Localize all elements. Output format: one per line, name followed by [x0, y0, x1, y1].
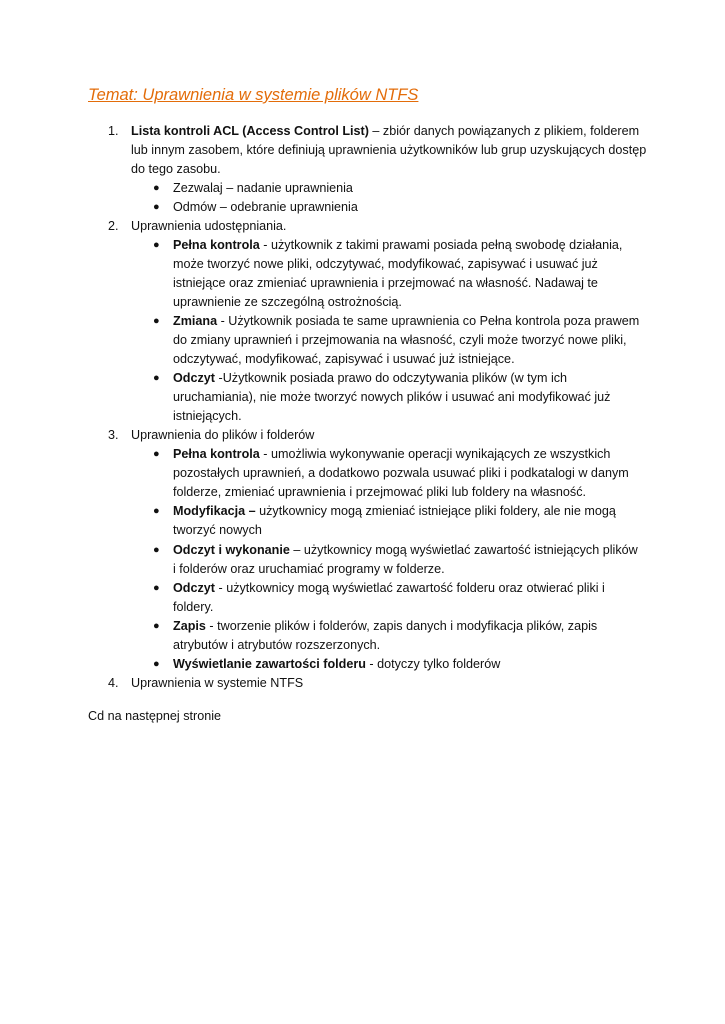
bullet-text	[173, 617, 643, 655]
term-description: Uprawnienia do plików i folderów	[131, 428, 315, 442]
bullet-text	[173, 198, 643, 217]
list-number: 4.	[108, 676, 119, 690]
bullet-term: Odczyt	[173, 581, 215, 595]
bullet-icon: ●	[153, 582, 160, 594]
bullet-term: Pełna kontrola	[173, 238, 260, 252]
term-description: – zbiór danych powiązanych z plikiem, folderem lub innym zasobem, które definiują uprawnienia użytkowników lub grup uzyskujących dostęp do tego zasobu.	[131, 124, 647, 176]
bullet-text	[173, 369, 643, 426]
bullet-description: - dotyczy tylko folderów	[365, 657, 501, 671]
bullet-text	[173, 312, 643, 369]
bullet-description: -Użytkownik posiada prawo do odczytywania plików (w tym ich uruchamiania), nie może tworzyć nowych plików i usuwać ani modyfikować już istniejących.	[173, 371, 611, 423]
bullet-text	[173, 179, 643, 198]
bullet-icon: ●	[153, 201, 160, 213]
bullet-text	[173, 541, 643, 579]
bullet-icon: ●	[153, 658, 160, 670]
bullet-text	[173, 579, 643, 617]
list-item-text	[131, 217, 651, 236]
list-item-text	[131, 122, 651, 179]
bullet-description: Zezwalaj – nadanie uprawnienia	[173, 181, 353, 195]
list-number: 1.	[108, 124, 119, 138]
bullet-icon: ●	[153, 182, 160, 194]
bullet-description: - użytkownicy mogą wyświetlać zawartość folderu oraz otwierać pliki i foldery.	[173, 581, 605, 614]
list-item-text	[131, 674, 651, 693]
page-title: Temat: Uprawnienia w systemie plików NTFS	[88, 86, 419, 104]
bullet-term: Wyświetlanie zawartości folderu	[173, 657, 366, 671]
list-number: 3.	[108, 428, 119, 442]
bullet-description: - umożliwia wykonywanie operacji wynikających ze wszystkich pozostałych uprawnień, a dodatkowo pozwala usuwać pliki i podkatalogi w danym folderze, zmieniać uprawnienia i przejmować pliki lub foldery na własność.	[173, 447, 629, 499]
term-bold: Lista kontroli ACL (Access Control List)	[131, 124, 369, 138]
continuation-note: Cd na następnej stronie	[88, 709, 222, 723]
bullet-term: Zapis	[173, 619, 206, 633]
bullet-text	[173, 236, 643, 312]
bullet-description: - użytkownik z takimi prawami posiada pełną swobodę działania, może tworzyć nowe pliki, odczytywać, modyfikować, zapisywać i usuwać już istniejące oraz zmieniać uprawnienia i przejmować na własność. Nadawaj te uprawnienie ze szczególną ostrożnością.	[173, 238, 623, 309]
bullet-icon: ●	[153, 620, 160, 632]
bullet-term: Odczyt	[173, 371, 215, 385]
bullet-description: – użytkownicy mogą wyświetlać zawartość istniejących plików i folderów oraz uruchamiać programy w folderze.	[173, 543, 638, 576]
bullet-description: Odmów – odebranie uprawnienia	[173, 200, 358, 214]
bullet-text	[173, 445, 643, 502]
bullet-description: - Użytkownik posiada te same uprawnienia co Pełna kontrola poza prawem do zmiany uprawnień i przejmowania na własność, czyli może tworzyć nowe pliki, odczytywać, modyfikować, zapisywać i usuwać już istniejące.	[173, 314, 640, 366]
bullet-icon: ●	[153, 372, 160, 384]
bullet-text	[173, 502, 643, 540]
bullet-description: użytkownicy mogą zmieniać istniejące pliki foldery, ale nie mogą tworzyć nowych	[173, 504, 616, 537]
bullet-term: Pełna kontrola	[173, 447, 260, 461]
bullet-icon: ●	[153, 315, 160, 327]
bullet-icon: ●	[153, 239, 160, 251]
bullet-description: - tworzenie plików i folderów, zapis danych i modyfikacja plików, zapis atrybutów i atrybutów rozszerzonych.	[173, 619, 598, 652]
list-item-text	[131, 426, 651, 445]
bullet-text	[173, 655, 643, 674]
bullet-term: Odczyt i wykonanie	[173, 543, 290, 557]
term-description: Uprawnienia w systemie NTFS	[131, 676, 304, 690]
term-description: Uprawnienia udostępniania.	[131, 219, 287, 233]
bullet-icon: ●	[153, 505, 160, 517]
bullet-term: Modyfikacja –	[173, 504, 256, 518]
bullet-term: Zmiana	[173, 314, 218, 328]
list-number: 2.	[108, 219, 119, 233]
bullet-icon: ●	[153, 544, 160, 556]
bullet-icon: ●	[153, 448, 160, 460]
